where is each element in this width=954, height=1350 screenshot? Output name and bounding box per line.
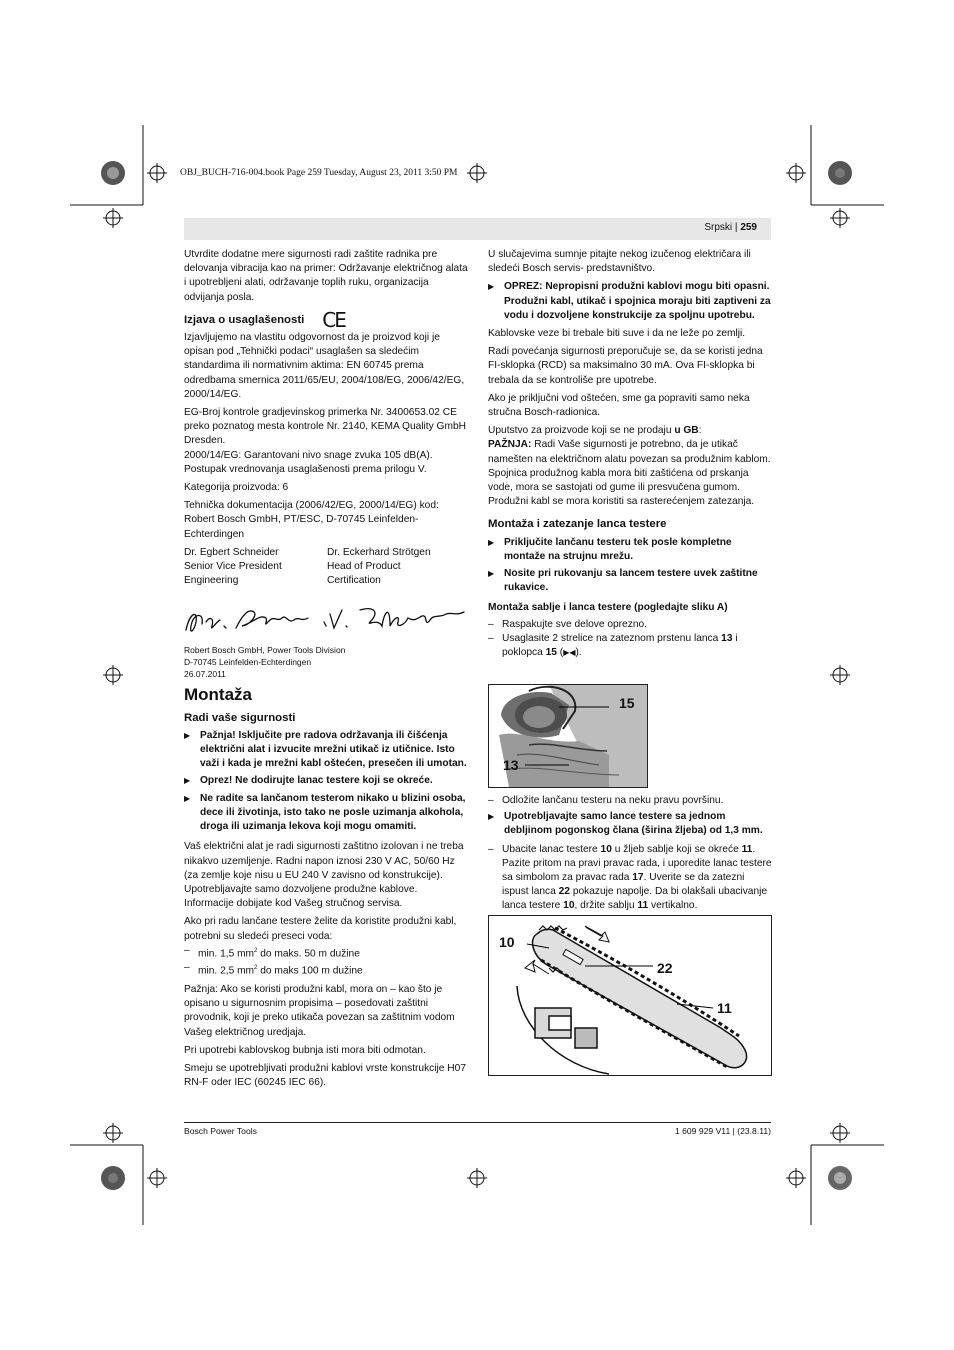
product-category: Kategorija proizvoda: 6: [184, 482, 289, 494]
signer-title: Certification: [327, 575, 381, 587]
warning-text: Priključite lančanu testeru tek posle kompletne montaže na strujnu mrežu.: [504, 536, 732, 562]
extension-paragraph: Ako pri radu lančane testere želite da koristite produžni kabl, potrebni su sledeći preseci voda:: [184, 916, 457, 942]
signer-title: Head of Product: [327, 561, 401, 573]
step-text: Raspakujte sve delove oprezno.: [502, 618, 647, 630]
callout-11: 11: [717, 1000, 732, 1016]
superscript: 2: [254, 947, 258, 954]
step-text: Odložite lančanu testeru na neku pravu površinu.: [502, 795, 724, 806]
callout-22: 22: [657, 960, 673, 976]
length-text: do maks 100 m dužine: [257, 965, 363, 977]
handwritten-signatures: [184, 592, 468, 642]
repair-paragraph: Ako je priključni vod oštećen, sme ga popraviti samo neka stručna Bosch-radionica.: [488, 392, 750, 419]
callout-15: 15: [619, 695, 635, 711]
ref-number: 11: [741, 843, 753, 855]
company-line: D-70745 Leinfelden-Echterdingen: [184, 657, 312, 668]
warning-text: Oprez! Ne dodirujte lanac testere koji se okreće.: [200, 775, 433, 787]
file-header: OBJ_BUCH-716-004.book Page 259 Tuesday, August 23, 2011 3:50 PM: [180, 168, 458, 178]
saw-assembly-heading: Montaža sablje i lanca testere (pogledajte sliku A): [488, 602, 728, 614]
ref-number: 11: [637, 900, 649, 912]
attention-label: PAŽNJA:: [488, 439, 532, 451]
warning-text: Pažnja! Isključite pre radova održavanja ili čišćenja električni alat i izvucite mrežni utikač iz utičnice. Isto važi i kada je mrežni kabl oštećen, presečen ili umotan.: [200, 729, 467, 770]
footer-rule: [184, 1122, 771, 1123]
ref-number: 13: [721, 632, 733, 644]
warning-item: [184, 792, 468, 835]
attention-text: Radi Vaše sigurnosti je potrebno, da je utikač namešten na električnom alatu povezan sa produžnim kablom. Spojnica produžnog kabla mora biti zaštićena od prskanja vode, mora se sastojati od gume ili presvučena gumom. Produžni kabl se mora koristiti sa rasterećenjem zatezanja.: [488, 439, 771, 508]
list-item: – Ubacite lanac testere 10 u žljeb sablje koji se okreće 11. Pazite pritom na pravi pravac rada, i uporedite lanac testere sa simbolom za pravac rada 17. Uverite se da zatezni ispust lanca 22 pokazuje napolje. Da bi olakšali ubacivanje lanca testere 10, držite sablju 11 vertikalno.: [488, 843, 772, 912]
chain-bar-illustration: [489, 916, 771, 1075]
right-column: [488, 248, 772, 660]
running-head-bar: [184, 218, 771, 240]
footer-brand: Bosch Power Tools: [184, 1126, 257, 1136]
caution-paragraph: Pažnja: Ako se koristi produžni kabl, mora on – kao što je opisano u sigurnosnim propisima – posedovati zaštitni provodnik, koji je preko utikača povezan sa zaštitnim vodom Vašeg električnog uredjaja.: [184, 983, 455, 1038]
length-text: do maks. 50 m dužine: [257, 948, 360, 960]
warning-text: Nosite pri rukovanju sa lancem testere uvek zaštitne rukavice.: [504, 568, 758, 594]
step-text: . Uverite se da zatezni ispust lanca: [502, 872, 745, 898]
running-head-language: Srpski: [704, 222, 733, 233]
list-item: – Usaglasite 2 strelice na zateznom prstenu lanca 13 i poklopca 15 (▶◀).: [488, 632, 738, 659]
arrow-bullet-icon: ▶: [488, 282, 495, 292]
step-text: . Pazite pritom na pravi pravac rada, i uporedite lanac testere sa simbolom za pravac rada: [502, 843, 772, 884]
list-item: – Raspakujte sve delove oprezno.: [488, 618, 647, 630]
list-item: – min. 1,5 $mm^2$ do maks. 50 m dužine: [184, 944, 360, 960]
ref-number: 10: [563, 900, 575, 912]
step-text: pokazuje napolje. Da bi olakšali ubacivanje lanca testere: [502, 886, 768, 912]
page-number: 259: [740, 222, 757, 233]
step-text: , držite sablju: [574, 900, 638, 912]
rcd-paragraph: Radi povećanja sigurnosti preporučuje se, da se koristi jedna FI-sklopka (RCD) sa maksimalno 30 mA. Ova FI-sklopka bi trebala da se kontroliše pre upotrebe.: [488, 346, 763, 386]
step-text: vertikalno.: [648, 900, 698, 912]
chain-heading: Montaža i zatezanje lanca testere: [488, 518, 667, 531]
warning-item: [184, 774, 468, 788]
section-title-montaza: Montaža: [184, 685, 252, 705]
callout-13: 13: [503, 757, 519, 773]
signer-name: Dr. Egbert Schneider: [184, 546, 279, 558]
cross-section-value: min. 2,5 mm: [198, 965, 255, 977]
footer-docnum: 1 609 929 V11 | (23.8.11): [674, 1126, 771, 1136]
arrow-align-icon: ▶◀: [563, 648, 576, 658]
text: Uputstvo za proizvode koji se ne prodaju: [488, 425, 675, 437]
text: :: [698, 425, 702, 437]
step-text: i poklopca: [502, 632, 738, 659]
warning-item: [488, 810, 772, 838]
conformity-p2: EG-Broj kontrole gradjevinskog primerka Nr. 3400653.02 CE preko poznatog mesta kontrole Nr. 2140, KEMA Quality GmbH Dresden.: [184, 407, 466, 447]
superscript: 2: [254, 965, 258, 972]
dry-connections-paragraph: Kablovske veze bi trebale biti suve i da ne leže po zemlji.: [488, 328, 746, 340]
arrow-bullet-icon: ▶: [184, 730, 191, 740]
ref-number: 22: [558, 886, 570, 898]
signers: [184, 546, 468, 589]
list-item: – Odložite lančanu testeru na neku pravu površinu.: [488, 795, 724, 806]
conformity-heading: [184, 307, 468, 332]
conformity-title: Izjava o usaglašenosti: [184, 313, 305, 326]
company-date: 26.07.2011: [184, 669, 226, 680]
signer-2: [327, 546, 470, 589]
step-text: Usaglasite 2 strelice na zateznom prstenu lanca: [502, 632, 722, 644]
cross-section-value: min. 1,5 mm: [198, 948, 255, 960]
signer-1: [184, 546, 327, 589]
signer-title: Senior Vice President: [184, 561, 282, 573]
warning-item: [488, 567, 772, 595]
ce-mark-icon: CE: [322, 307, 345, 332]
right-column-lower: [488, 794, 772, 914]
warning-text: Ne radite sa lančanom testerom nikako u blizini osoba, dece ili životinja, isto tako ne posle uzimanja alkohola, droga ili uzimanja lekova koji mogu omamiti.: [200, 792, 466, 833]
vibration-paragraph: Utvrdite dodatne mere sigurnosti radi zaštite radnika pre delovanja vibracija kao na primer: Održavanje električnog alata i upotrebljeni alati, održavanje toplih ruku, organizacija odvijanja posla.: [184, 249, 468, 303]
arrow-bullet-icon: ▶: [488, 537, 495, 547]
list-item: – min. 2,5 $mm^2$ do maks 100 m dužine: [184, 962, 363, 977]
callout-10: 10: [499, 934, 515, 950]
technical-documentation: Tehnička dokumentacija (2006/42/EG, 2000/14/EG) kod: Robert Bosch GmbH, PT/ESC, D-70745 Leinfelden-Echterdingen: [184, 500, 439, 540]
arrow-bullet-icon: ▶: [488, 569, 495, 579]
warning-text: Upotrebljavajte samo lance testere sa jednom debljinom pogonskog člana (širina žljeba) od 1,3 mm.: [504, 811, 763, 837]
left-column: [184, 248, 468, 1094]
doubt-paragraph: U slučajevima sumnje pitajte nekog izučenog električara ili sledeći Bosch servis- predstavništvo.: [488, 249, 751, 275]
signer-name: Dr. Eckerhard Strötgen: [327, 546, 431, 558]
step-text: Ubacite lanac testere: [502, 843, 601, 855]
attention-paragraph: [488, 438, 772, 509]
conformity-p1: Izjavljujemo na vlastitu odgovornost da je proizvod koji je opisan pod „Tehnički podaci“ usaglašen sa sledećim standardima ili normativnim aktima: EN 60745 prema odredbama smernica 2011/65/EU, 2004/108/EG, 2006/42/EG, 2000/14/EG.: [184, 332, 465, 400]
company-line: Robert Bosch GmbH, Power Tools Division: [184, 645, 346, 656]
cable-reel-paragraph: Pri upotrebi kablovskog bubnja isti mora biti odmotan.: [184, 1044, 426, 1056]
warning-item: [488, 536, 772, 564]
signer-title: Engineering: [184, 575, 239, 587]
safety-heading: Radi vaše sigurnosti: [184, 711, 296, 724]
running-head-separator: |: [734, 222, 738, 233]
ref-number: 17: [632, 872, 644, 884]
step-text: u žljeb sablje koji se okreće: [611, 843, 742, 855]
arrow-bullet-icon: ▶: [184, 776, 191, 786]
company-address: [184, 644, 468, 680]
cable-type-paragraph: Smeju se upotrebljivati produžni kablovi vrste konstrukcije H07 RN-F oder IEC (60245 IEC 66).: [184, 1062, 466, 1089]
arrow-bullet-icon: ▶: [184, 793, 191, 803]
step-text: (: [556, 647, 564, 659]
step-text: ).: [575, 647, 582, 659]
ref-number: 10: [600, 843, 612, 855]
warning-item: [184, 729, 468, 772]
ref-number: 15: [545, 647, 557, 659]
warning-item: [488, 280, 772, 323]
insulation-paragraph: Vaš električni alat je radi sigurnosti zaštitno izolovan i ne treba nikakvo uzemljenje. Radni napon iznosi 230 V AC, 50/60 Hz (za zemlje koje nisu u EU 240 V zavisno od konstrukcije). Upotrebljavajte samo dozvoljene produžne kablove. Informacije dobijate kod Vašeg stručnog servisa.: [184, 841, 464, 910]
arrow-bullet-icon: ▶: [488, 812, 495, 822]
warning-text: OPREZ: Nepropisni produžni kablovi mogu biti opasni. Produžni kabl, utikač i spojnica moraju biti zaptiveni za vodu i dozvoljene konstrukcije za spoljnu upotrebu.: [504, 281, 771, 321]
conformity-p3: 2000/14/EG: Garantovani nivo snage zvuka 105 dB(A). Postupak vrednovanja usaglašenosti prema prilogu V.: [184, 449, 433, 475]
figure-tension-ring: [488, 684, 648, 788]
text-bold: u GB: [674, 425, 699, 437]
non-gb-paragraph: [488, 424, 772, 438]
figure-chain-bar: [488, 915, 772, 1076]
